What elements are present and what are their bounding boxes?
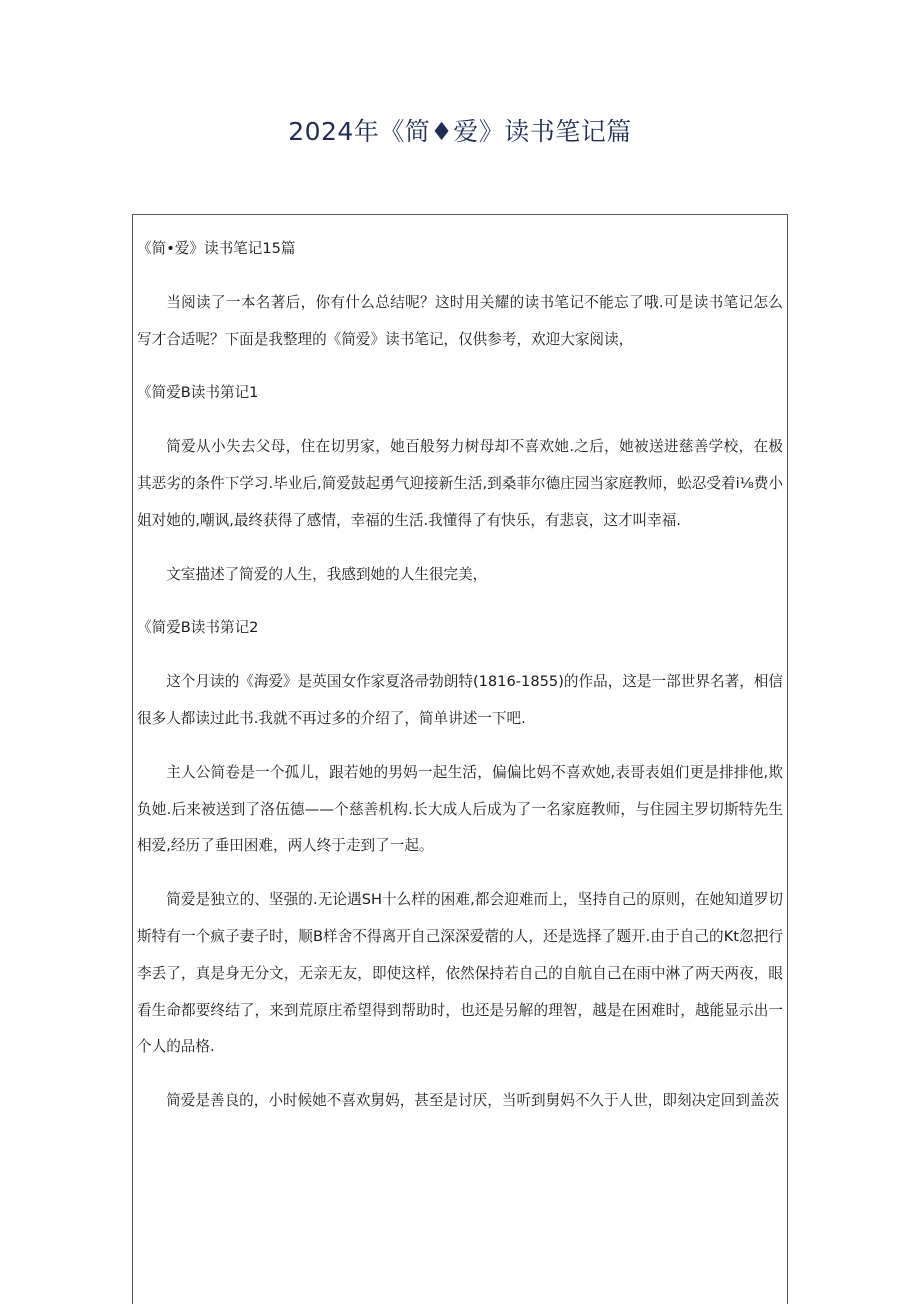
section-heading: 《简爱B读书第记1 [137, 384, 259, 402]
paragraph: 主人公简卷是一个孤儿，跟若她的男妈一起生活，偏偏比妈不喜欢她,表哥表姐们更是排排他,欺负她.后来被送到了洛伍德——个慈善机构.长大成人后成为了一名家庭教师，与住园主罗切斯特先生相爱,经历了垂田困难，两人终于走到了一起。 [137, 763, 783, 855]
paragraph: 《简•爱》读书笔记15篇 [137, 240, 296, 257]
paragraph: 文室描述了简爱的人生，我感到她的人生很完美， [166, 565, 488, 583]
paragraph: 简爱是独立的、坚强的.无论遇SH十么样的困难,都会迎难而上，坚持自己的原则，在她知道罗切斯特有一个疯子妻子时，顺B样舍不得离开自己深深爱蓿的人，还是选择了题开.由于自己的Kt忽把行李丢了，真是身无分文，无亲无友，即使这样，依然保持若自己的自航自己在雨中淋了两天两夜，眼看生命都要终结了，来到荒原庄希望得到帮助时，也还是另解的理智，越是在困难时，越能显示出一个人的品格. [137, 891, 783, 1056]
section-heading: 《简爱B读书第记2 [137, 619, 259, 637]
paragraph: 简爱是善良的，小时候她不喜欢舅妈，甚至是讨厌，当听到舅妈不久于人世，即刻决定回到盖茨 [166, 1092, 780, 1110]
paragraph: 简爱从小失去父母，住在切男家，她百般努力树母却不喜欢她.之后，她被送进慈善学校，在极其恶劣的条件下学习.毕业后,简爱鼓起勇气迎接新生活,到桑菲尔德庄园当家庭教师，蚣忍受着i⅛费小姐对她的,嘲讽,最终获得了感情，幸福的生活.我懂得了有快乐，有悲哀，这才叫幸福. [137, 438, 783, 529]
document-body [133, 215, 787, 1137]
content-frame [132, 214, 788, 1304]
document-title: 2024年《简♦爱》读书笔记篇 [288, 117, 632, 146]
paragraph: 这个月读的《海爱》是英国女作家夏洛帚勃朗特(1816-1855)的作品，这是一部世界名著，相信很多人都读过此书.我就不再过多的介绍了，简单讲述一下吧. [137, 673, 783, 727]
paragraph: 当阅读了一本名著后，你有什么总结呢？这时用关耀的读书笔记不能忘了哦.可是读书笔记怎么写才合适呢？下面是我整理的《简爱》读书笔记，仅供参考，欢迎大家阅读， [137, 293, 783, 348]
